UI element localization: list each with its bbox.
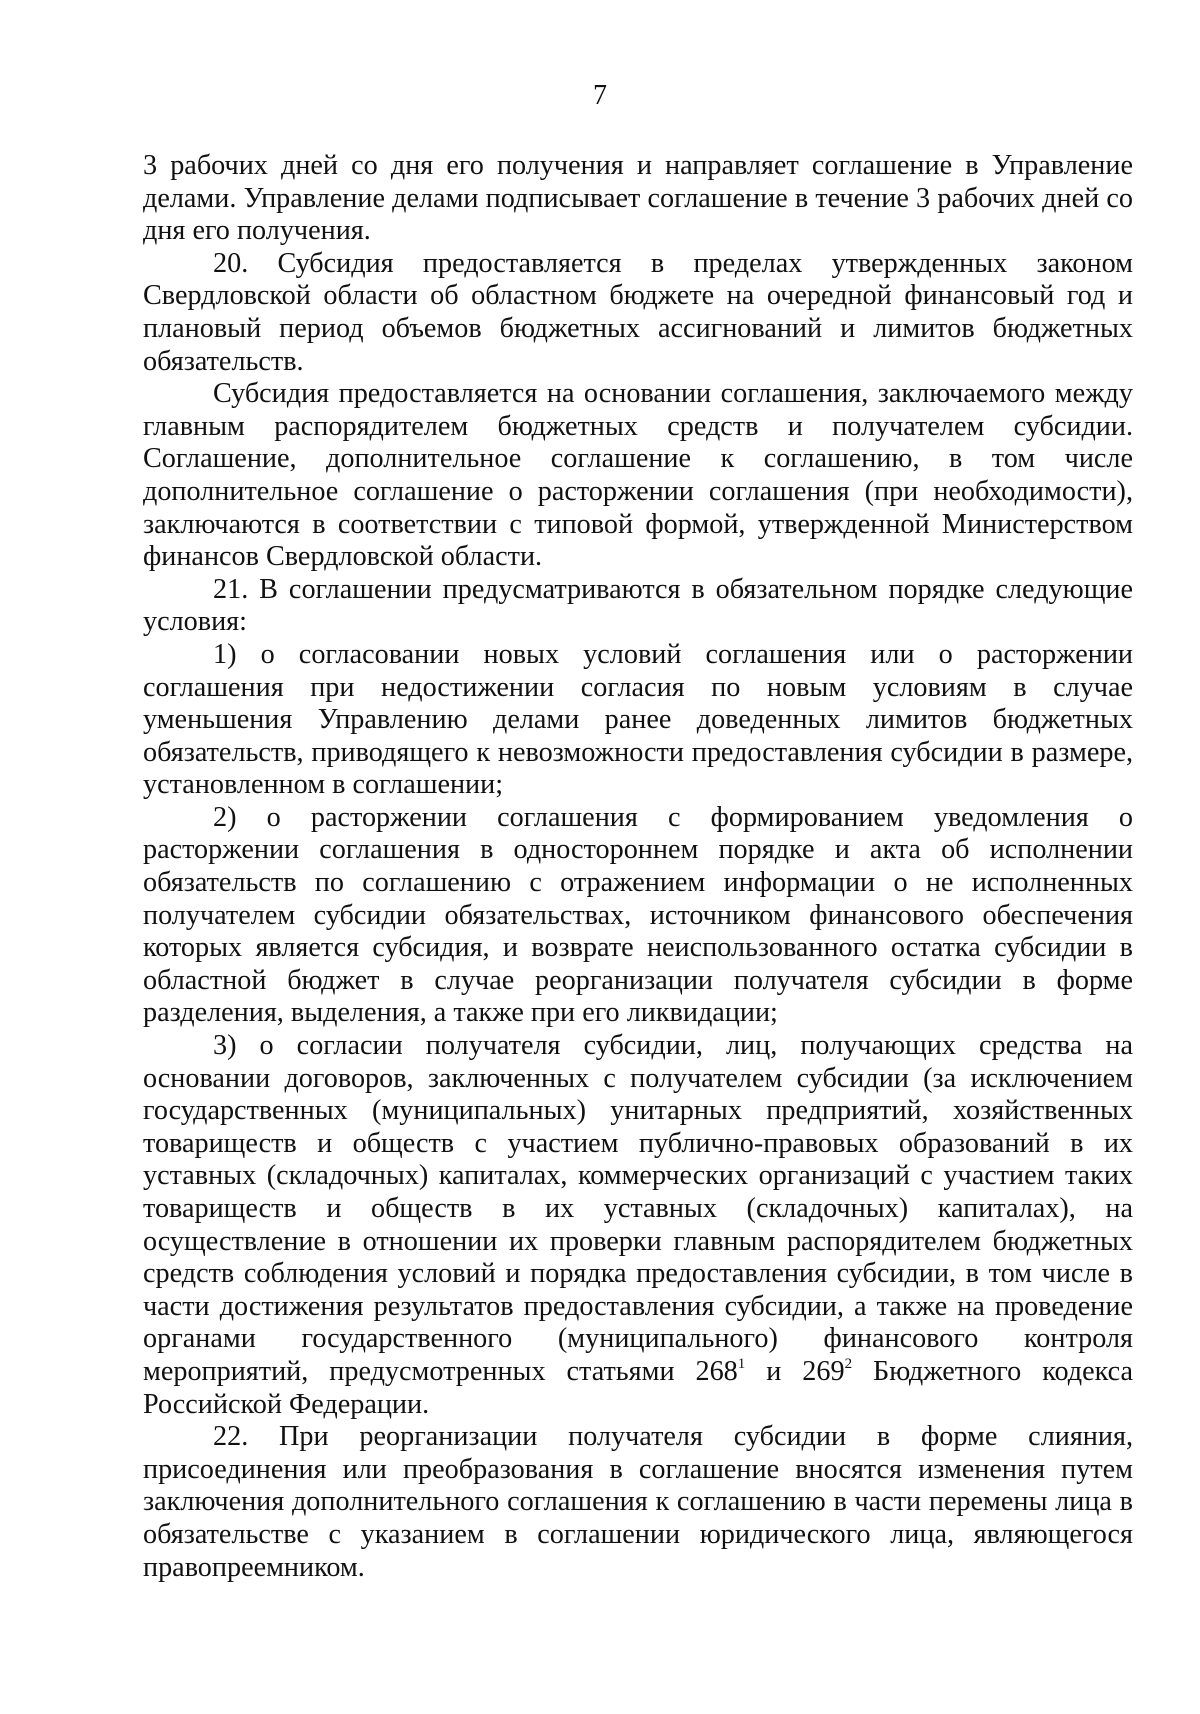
condition-3-text-a: 3) о согласии получателя субсидии, лиц, получающих средства на основании договоров, заключенных с получателем субсидии (за исключением государственных (муниципальных) унитарных предприятий, хозяйственных товариществ и обществ с участием публично-правовых образований в их уставных (складочных) капиталах, коммерческих организаций с участием таких товариществ и обществ в их уставных (складочных) капиталах), на осуществление в отношении их проверки главным распорядителем бюджетных средств соблюдения условий и порядка предоставления субсидии, в том числе в части достижения результатов предоставления субсидии, а также на проведение органами государственного (муниципального) финансового контроля мероприятий, предусмотренных статьями 268	[143, 1030, 1133, 1387]
paragraph-condition-2: 2) о расторжении соглашения с формированием уведомления о расторжении соглашения в одностороннем порядке и акта об исполнении обязательств по соглашению с отражением информации о не исполненных получателем субсидии обязательствах, источником финансового обеспечения которых является субсидия, и возврате неиспользованного остатка субсидии в областной бюджет в случае реорганизации получателя субсидии в форме разделения, выделения, а также при его ликвидации;	[143, 801, 1133, 1029]
condition-3-text-c: Бюджетного кодекса Российской Федерации.	[143, 1355, 1133, 1420]
paragraph-condition-1: 1) о согласовании новых условий соглашения или о расторжении соглашения при недостижении согласия по новым условиям в случае уменьшения Управлению делами ранее доведенных лимитов бюджетных обязательств, приводящего к невозможности предоставления субсидии в размере, установленном в соглашении;	[143, 638, 1133, 801]
paragraph-item-22: 22. При реорганизации получателя субсидии в форме слияния, присоединения или преобразования в соглашение вносятся изменения путем заключения дополнительного соглашения к соглашению в части перемены лица в обязательстве с указанием в соглашении юридического лица, являющегося правопреемником.	[143, 1421, 1133, 1583]
document-body	[143, 150, 1133, 1584]
paragraph-item-20: 20. Субсидия предоставляется в пределах утвержденных законом Свердловской области об областном бюджете на очередной финансовый год и плановый период объемов бюджетных ассигнований и лимитов бюджетных обязательств.	[143, 247, 1133, 377]
paragraph-item-21: 21. В соглашении предусматриваются в обязательном порядке следующие условия:	[143, 573, 1133, 638]
paragraph-condition-3	[143, 1030, 1133, 1421]
condition-3-text-b: и 269	[745, 1355, 845, 1387]
paragraph-continuation: 3 рабочих дней со дня его получения и направляет соглашение в Управление делами. Управление делами подписывает соглашение в течение 3 рабочих дней со дня его получения.	[143, 150, 1133, 247]
footnote-sup-1: 1	[737, 1355, 746, 1372]
page-number: 7	[593, 80, 607, 111]
footnote-sup-2: 2	[844, 1355, 853, 1372]
paragraph-subsidy-agreement: Субсидия предоставляется на основании соглашения, заключаемого между главным распорядителем бюджетных средств и получателем субсидии. Соглашение, дополнительное соглашение к соглашению, в том числе дополнительное соглашение о расторжении соглашения (при необходимости), заключаются в соответствии с типовой формой, утвержденной Министерством финансов Свердловской области.	[143, 378, 1133, 573]
